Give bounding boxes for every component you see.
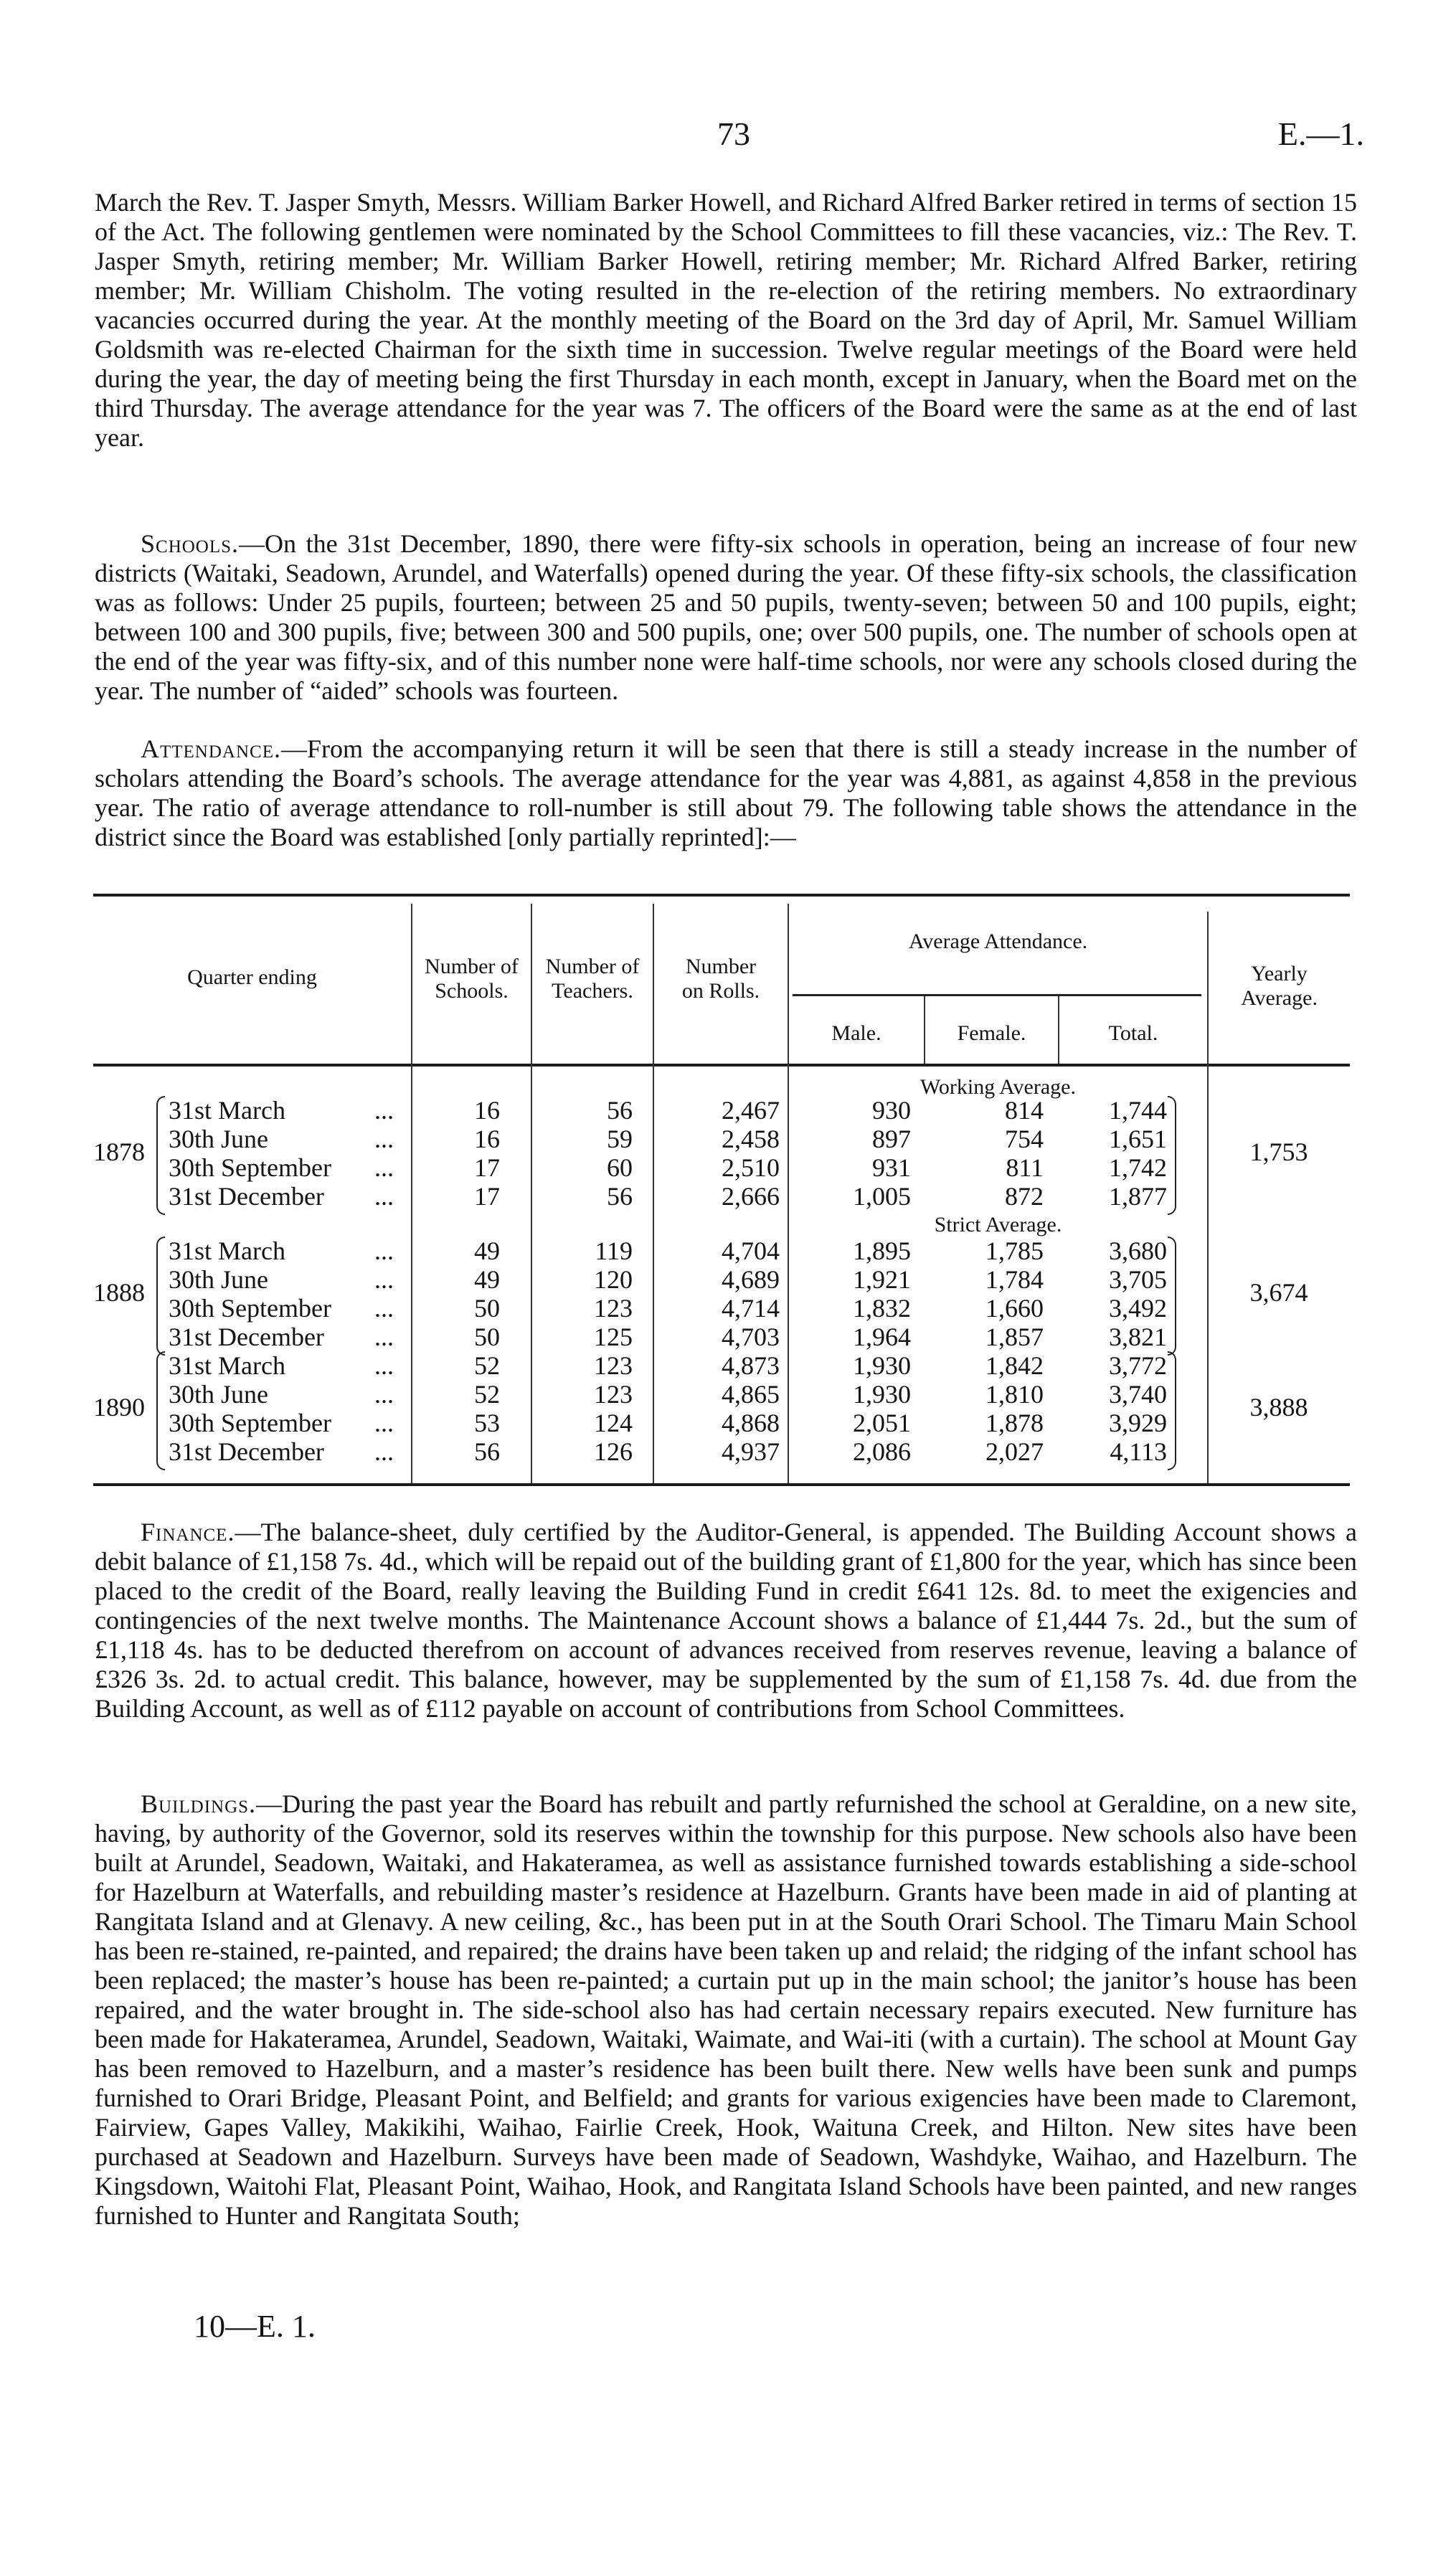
teachers-cell: 59 — [607, 1125, 633, 1153]
rolls-cell: 4,873 — [722, 1351, 780, 1380]
schools-cell: 56 — [474, 1437, 500, 1466]
schools-cell: 50 — [474, 1294, 500, 1323]
right-brace — [1168, 1351, 1176, 1470]
schools-text: —On the 31st December, 1890, there were fifty-six schools in operation, being an increase of four new districts (Waitaki, Seadown, Arundel, and Waterfalls) opened during the year. Of these fifty-six schools, the classification was as follows: Under 25 pupils, fourteen; between 25 and 50 pupils, twenty-seven; between 50 and 100 pupils, eight; between 100 and 300 pupils, five; between 300 and 500 pupils, one; over 500 pupils, one. The number of schools open at the end of the year was fifty-six, and of this number none were half-time schools, nor were any schools closed during the year. The number of “aided” schools was fourteen. — [95, 529, 1357, 705]
male-cell: 1,930 — [853, 1351, 911, 1380]
leader-dots: ... — [374, 1265, 394, 1294]
avg-attendance-subrule — [793, 994, 1201, 996]
intro-text: March the Rev. T. Jasper Smyth, Messrs. William Barker Howell, and Richard Alfred Barker retired in terms of section 15 of the Act. The following gentlemen were nominated by the School Committees to fill these vacancies, viz.: The Rev. T. Jasper Smyth, retiring member; Mr. William Barker Howell, retiring member; Mr. Richard Alfred Barker, retiring member; Mr. William Chisholm. The voting resulted in the re-election of the retiring members. No extraordinary vacancies occurred during the year. At the monthly meeting of the Board on the 3rd day of April, Mr. Samuel William Goldsmith was re-elected Chairman for the sixth time in succession. Twelve regular meetings of the Board were held during the year, the day of meeting being the first Thursday in each month, except in January, when the Board met on the third Thursday. The average attendance for the year was 7. The officers of the Board were the same as at the end of last year. — [95, 188, 1357, 452]
signature-mark: 10—E. 1. — [194, 2309, 316, 2344]
schools-cell: 49 — [474, 1236, 500, 1265]
rolls-cell: 4,704 — [722, 1236, 780, 1265]
total-cell: 1,742 — [1109, 1153, 1167, 1182]
right-brace — [1168, 1096, 1176, 1215]
female-cell: 1,857 — [985, 1323, 1044, 1351]
attendance-text: —From the accompanying return it will be seen that there is still a steady increase in the number of scholars attending the Board’s schools. The average attendance for the year was 4,881, as against 4,858 in the previous year. The ratio of average attendance to roll-number is still about 79. The following table shows the attendance in the district since the Board was established [only partially reprinted]:— — [95, 734, 1357, 851]
schools-cell: 53 — [474, 1409, 500, 1437]
leader-dots: ... — [374, 1096, 394, 1125]
quarter-cell: 31st March — [169, 1236, 285, 1265]
leader-dots: ... — [374, 1294, 394, 1323]
strict-average-label: Strict Average. — [934, 1213, 1062, 1236]
rolls-cell: 2,467 — [722, 1096, 780, 1125]
rolls-cell: 4,689 — [722, 1265, 780, 1294]
working-average-label: Working Average. — [920, 1075, 1076, 1099]
teachers-cell: 123 — [594, 1294, 633, 1323]
left-brace — [156, 1351, 165, 1470]
schools-cell: 16 — [474, 1096, 500, 1125]
schools-cell: 16 — [474, 1125, 500, 1153]
male-cell: 1,964 — [853, 1323, 911, 1351]
teachers-cell: 56 — [607, 1182, 633, 1211]
female-cell: 754 — [1005, 1125, 1044, 1153]
group-year: 1888 — [93, 1278, 145, 1307]
page-header — [0, 115, 1456, 165]
female-cell: 872 — [1005, 1182, 1044, 1211]
header-teachers-line1: Number of — [545, 955, 640, 978]
schools-cell: 17 — [474, 1182, 500, 1211]
buildings-paragraph — [95, 1789, 1357, 2231]
header-teachers-line2: Teachers. — [552, 979, 633, 1003]
rolls-cell: 2,510 — [722, 1153, 780, 1182]
total-cell: 3,680 — [1109, 1236, 1167, 1265]
total-cell: 3,929 — [1109, 1409, 1167, 1437]
male-cell: 1,930 — [853, 1380, 911, 1409]
quarter-cell: 31st March — [169, 1096, 285, 1125]
table-bottom-rule — [93, 1483, 1350, 1486]
female-cell: 811 — [1006, 1153, 1044, 1182]
male-cell: 2,086 — [853, 1437, 911, 1466]
schools-cell: 52 — [474, 1351, 500, 1380]
teachers-cell: 125 — [594, 1323, 633, 1351]
female-cell: 1,785 — [985, 1236, 1044, 1265]
yearly-average-value: 3,674 — [1249, 1278, 1308, 1307]
female-cell: 1,660 — [985, 1294, 1044, 1323]
yearly-average-value: 3,888 — [1249, 1393, 1308, 1422]
male-cell: 1,832 — [853, 1294, 911, 1323]
quarter-cell: 31st March — [169, 1351, 285, 1380]
table-header-rule — [93, 1064, 1350, 1067]
left-brace — [156, 1236, 165, 1356]
rolls-cell: 4,937 — [722, 1437, 780, 1466]
male-cell: 897 — [872, 1125, 911, 1153]
schools-cell: 52 — [474, 1380, 500, 1409]
header-schools — [412, 955, 531, 1003]
buildings-heading: Buildings. — [141, 1789, 257, 1818]
teachers-cell: 124 — [594, 1409, 633, 1437]
leader-dots: ... — [374, 1153, 394, 1182]
quarter-cell: 30th September — [169, 1294, 331, 1323]
teachers-cell: 123 — [594, 1380, 633, 1409]
total-cell: 3,705 — [1109, 1265, 1167, 1294]
female-cell: 1,878 — [985, 1409, 1044, 1437]
document-reference: E.—1. — [1277, 115, 1364, 152]
rolls-cell: 4,865 — [722, 1380, 780, 1409]
quarter-cell: 30th September — [169, 1153, 331, 1182]
schools-cell: 49 — [474, 1265, 500, 1294]
group-year: 1890 — [93, 1393, 145, 1422]
header-yearly-line2: Average. — [1241, 986, 1318, 1010]
leader-dots: ... — [374, 1125, 394, 1153]
leader-dots: ... — [374, 1323, 394, 1351]
quarter-cell: 30th September — [169, 1409, 331, 1437]
page-number: 73 — [717, 115, 750, 152]
buildings-text: —During the past year the Board has rebuilt and partly refurnished the school at Geraldine, on a new site, having, by authority of the Governor, sold its reserves within the township for this purpose. New schools also have been built at Arundel, Seadown, Waitaki, and Hakateramea, as well as assistance furnished towards establishing a side-school for Hazelburn at Waterfalls, and rebuilding master’s residence at Hazelburn. Grants have been made in aid of planting at Rangitata Island and at Glenavy. A new ceiling, &c., has been put in at the South Orari School. The Timaru Main School has been re-stained, re-painted, and repaired; the drains have been taken up and relaid; the ridging of the infant school has been replaced; the master’s house has been re-painted; a curtain put up in the main school; the janitor’s house has been repaired, and the water brought in. The side-school also has had certain necessary repairs executed. New furniture has been made for Hakateramea, Arundel, Seadown, Waitaki, Waimate, and Wai-iti (with a curtain). The school at Mount Gay has been removed to Hazelburn, and a master’s residence has been built there. New wells have been sunk and pumps furnished to Orari Bridge, Pleasant Point, and Belfield; and grants for various exigencies have been made to Claremont, Fairview, Gapes Valley, Makikihi, Waihao, Fairlie Creek, Hook, Waituna Creek, and Hilton. New sites have been purchased at Seadown and Hazelburn. Surveys have been made of Seadown, Washdyke, Waihao, and Hazelburn. The Kingsdown, Waitohi Flat, Pleasant Point, Waihao, Hook, and Rangitata Island Schools have been painted, and new ranges furnished to Hunter and Rangitata South; — [95, 1789, 1357, 2230]
leader-dots: ... — [374, 1351, 394, 1380]
header-quarter-ending: Quarter ending — [187, 965, 317, 989]
finance-heading: Finance. — [141, 1518, 235, 1546]
male-cell: 930 — [872, 1096, 911, 1125]
leader-dots: ... — [374, 1437, 394, 1466]
total-cell: 3,492 — [1109, 1294, 1167, 1323]
female-cell: 1,784 — [985, 1265, 1044, 1294]
schools-cell: 50 — [474, 1323, 500, 1351]
teachers-cell: 60 — [607, 1153, 633, 1182]
header-rolls — [654, 955, 788, 1003]
male-cell: 2,051 — [853, 1409, 911, 1437]
rolls-cell: 2,666 — [722, 1182, 780, 1211]
rolls-cell: 2,458 — [722, 1125, 780, 1153]
rolls-cell: 4,703 — [722, 1323, 780, 1351]
leader-dots: ... — [374, 1236, 394, 1265]
header-male: Male. — [831, 1021, 881, 1045]
total-cell: 1,744 — [1109, 1096, 1167, 1125]
total-cell: 3,772 — [1109, 1351, 1167, 1380]
yearly-average-value: 1,753 — [1249, 1138, 1308, 1166]
female-cell: 2,027 — [985, 1437, 1044, 1466]
quarter-cell: 31st December — [169, 1323, 324, 1351]
header-average-attendance: Average Attendance. — [908, 930, 1088, 953]
finance-paragraph — [95, 1518, 1357, 1723]
quarter-cell: 31st December — [169, 1182, 324, 1211]
teachers-cell: 120 — [594, 1265, 633, 1294]
right-brace — [1168, 1236, 1176, 1356]
male-cell: 1,921 — [853, 1265, 911, 1294]
teachers-cell: 126 — [594, 1437, 633, 1466]
rolls-cell: 4,868 — [722, 1409, 780, 1437]
header-female: Female. — [957, 1021, 1026, 1045]
header-rolls-line1: Number — [685, 955, 757, 978]
attendance-paragraph — [95, 734, 1357, 852]
teachers-cell: 119 — [595, 1236, 633, 1265]
teachers-cell: 123 — [594, 1351, 633, 1380]
header-schools-line2: Schools. — [435, 979, 509, 1003]
quarter-cell: 31st December — [169, 1437, 324, 1466]
schools-paragraph — [95, 529, 1357, 706]
male-cell: 1,005 — [853, 1182, 911, 1211]
header-yearly-line1: Yearly — [1251, 962, 1308, 985]
leader-dots: ... — [374, 1182, 394, 1211]
header-schools-line1: Number of — [425, 955, 519, 978]
schools-heading: Schools. — [141, 529, 240, 558]
finance-text: —The balance-sheet, duly certified by the Auditor-General, is appended. The Building Account shows a debit balance of £1,158 7s. 4d., which will be repaid out of the building grant of £1,800 for the year, which has since been placed to the credit of the Board, really leaving the Building Fund in credit £641 12s. 8d. to meet the exigencies and contingencies of the next twelve months. The Maintenance Account shows a balance of £1,444 7s. 2d., but the sum of £1,118 4s. has to be deducted therefrom on account of advances received from reserves revenue, leaving a balance of £326 3s. 2d. to actual credit. This balance, however, may be supplemented by the sum of £1,158 7s. 4d. due from the Building Account, as well as of £112 payable on account of contributions from School Committees. — [95, 1518, 1357, 1723]
left-brace — [156, 1096, 165, 1215]
male-cell: 1,895 — [853, 1236, 911, 1265]
teachers-cell: 56 — [607, 1096, 633, 1125]
attendance-heading: Attendance. — [141, 734, 281, 763]
total-cell: 1,877 — [1109, 1182, 1167, 1211]
female-cell: 1,842 — [985, 1351, 1044, 1380]
header-rolls-line2: on Rolls. — [681, 979, 760, 1003]
male-cell: 931 — [872, 1153, 911, 1182]
group-year: 1878 — [93, 1138, 145, 1166]
attendance-table — [93, 894, 1350, 1489]
leader-dots: ... — [374, 1409, 394, 1437]
schools-cell: 17 — [474, 1153, 500, 1182]
female-cell: 1,810 — [985, 1380, 1044, 1409]
header-teachers — [532, 955, 653, 1003]
quarter-cell: 30th June — [169, 1125, 268, 1153]
total-cell: 1,651 — [1109, 1125, 1167, 1153]
intro-paragraph — [95, 188, 1357, 453]
total-cell: 3,821 — [1109, 1323, 1167, 1351]
female-cell: 814 — [1005, 1096, 1044, 1125]
leader-dots: ... — [374, 1380, 394, 1409]
rolls-cell: 4,714 — [722, 1294, 780, 1323]
header-total: Total. — [1108, 1021, 1158, 1045]
table-top-rule — [93, 894, 1350, 897]
total-cell: 3,740 — [1109, 1380, 1167, 1409]
quarter-cell: 30th June — [169, 1380, 268, 1409]
header-yearly-average — [1209, 962, 1350, 1011]
total-cell: 4,113 — [1110, 1437, 1167, 1466]
quarter-cell: 30th June — [169, 1265, 268, 1294]
